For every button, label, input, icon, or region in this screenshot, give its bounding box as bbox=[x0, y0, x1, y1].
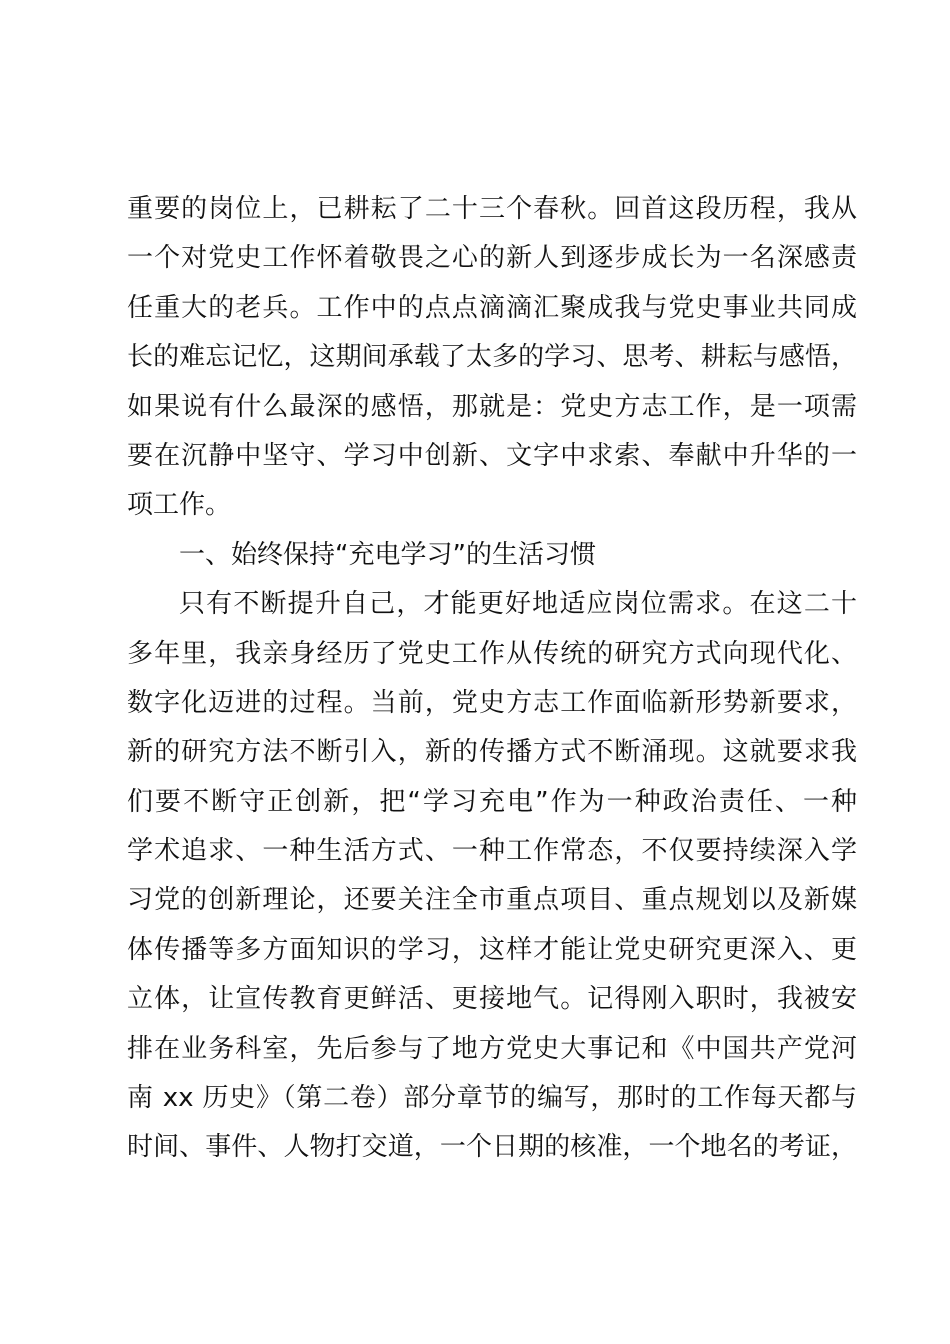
paragraph-2-line-1: 只有不断提升自己，才能更好地适应岗位需求。在这二十 bbox=[179, 589, 857, 620]
section-heading-1: 一、始终保持“充电学习”的生活习惯 bbox=[179, 539, 596, 570]
paragraph-2-line-7: 习党的创新理论，还要关注全市重点项目、重点规划以及新媒 bbox=[127, 885, 857, 916]
paragraph-2-line-2: 多年里，我亲身经历了党史工作从传统的研究方式向现代化、 bbox=[127, 638, 857, 669]
paragraph-1-line-2: 一个对党史工作怀着敬畏之心的新人到逐步成长为一名深感责 bbox=[127, 243, 857, 274]
paragraph-1-line-3: 任重大的老兵。工作中的点点滴滴汇聚成我与党史事业共同成 bbox=[127, 292, 857, 323]
paragraph-2-line-10: 排在业务科室，先后参与了地方党史大事记和《中国共产党河 bbox=[127, 1033, 857, 1064]
paragraph-2-line-12: 时间、事件、人物打交道，一个日期的核准，一个地名的考证， bbox=[127, 1132, 857, 1163]
paragraph-1-line-4: 长的难忘记忆，这期间承载了太多的学习、思考、耕耘与感悟， bbox=[127, 342, 857, 373]
paragraph-2-line-8: 体传播等多方面知识的学习，这样才能让党史研究更深入、更 bbox=[127, 934, 857, 965]
paragraph-2-line-4: 新的研究方法不断引入，新的传播方式不断涌现。这就要求我 bbox=[127, 737, 857, 768]
document-body bbox=[127, 185, 857, 1173]
paragraph-2-line-5: 们要不断守正创新，把“学习充电”作为一种政治责任、一种 bbox=[127, 786, 857, 817]
paragraph-2-line-11: 南 xx 历史》（第二卷）部分章节的编写，那时的工作每天都与 bbox=[127, 1083, 857, 1114]
paragraph-1-line-7: 项工作。 bbox=[127, 490, 232, 521]
paragraph-2-line-6: 学术追求、一种生活方式、一种工作常态，不仅要持续深入学 bbox=[127, 836, 857, 867]
paragraph-2-line-9: 立体，让宣传教育更鲜活、更接地气。记得刚入职时，我被安 bbox=[127, 984, 857, 1015]
paragraph-2-line-3: 数字化迈进的过程。当前，党史方志工作面临新形势新要求， bbox=[127, 687, 857, 718]
paragraph-1-line-5: 如果说有什么最深的感悟，那就是：党史方志工作，是一项需 bbox=[127, 391, 857, 422]
paragraph-1-line-6: 要在沉静中坚守、学习中创新、文字中求索、奉献中升华的一 bbox=[127, 440, 857, 471]
paragraph-1-line-1: 重要的岗位上，已耕耘了二十三个春秋。回首这段历程，我从 bbox=[127, 194, 857, 224]
